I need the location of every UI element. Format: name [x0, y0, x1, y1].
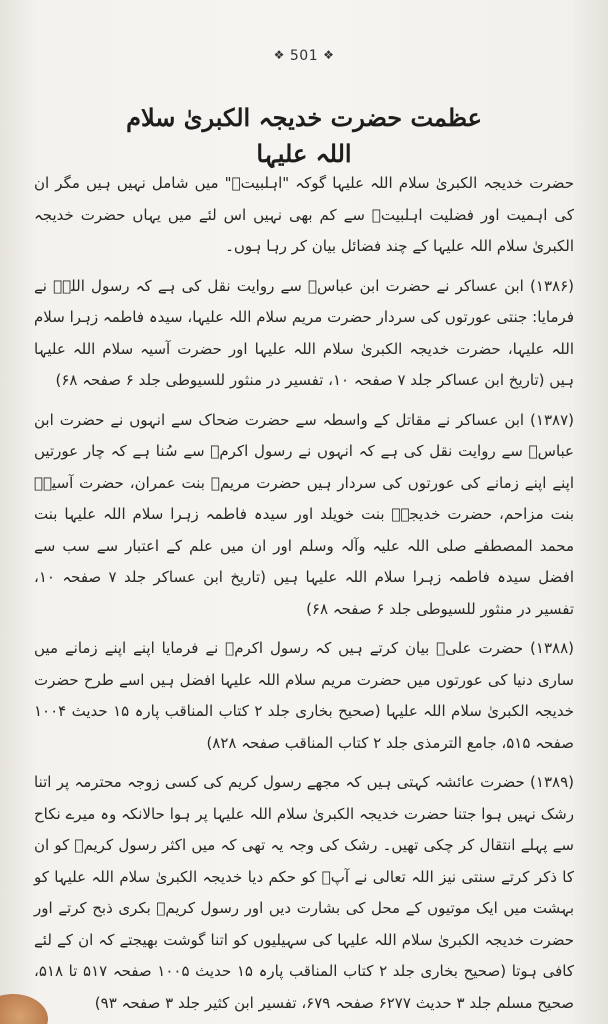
right-ornament-icon: ❖ [323, 48, 335, 62]
page-number [0, 48, 608, 64]
paragraph-1388: (۱۳۸۸) حضرت علیؑ بیان کرتے ہیں کہ رسول اکرمؐ نے فرمایا اپنے اپنے زمانے میں ساری دنیا کی عورتوں میں حضرت مریم سلام اللہ علیہا افضل ہیں اسے طرح حضرت خدیجہ الکبریٰ سلام اللہ علیہا (صحیح بخاری جلد ۲ کتاب المناقب پارہ ۱۵ حدیث ۱۰۰۴ صفحہ ۵۱۵، جامع الترمذی جلد ۲ کتاب المناقب صفحہ ۸۲۸) [34, 639, 574, 752]
page-number-text: 501 [289, 48, 319, 64]
left-ornament-icon: ❖ [273, 48, 285, 62]
body-text [34, 168, 574, 1024]
paragraph-1386: (۱۳۸۶) ابن عساکر نے حضرت ابن عباسؓ سے روایت نقل کی ہے کہ رسول اللہؐ نے فرمایا: جنتی عورتوں کی سردار حضرت مریم سلام اللہ علیہا، سیدہ فاطمہ زہرا سلام اللہ علیہا، حضرت خدیجہ الکبریٰ سلام اللہ علیہا اور حضرت آسیہ سلام اللہ علیہا ہیں (تاریخ ابن عساکر جلد ۷ صفحہ ۱۰، تفسیر در منثور للسیوطی جلد ۶ صفحہ ۶۸) [34, 276, 574, 389]
paragraph-1387: (۱۳۸۷) ابن عساکر نے مقاتل کے واسطہ سے حضرت ضحاک سے انہوں نے حضرت ابن عباسؓ سے روایت نقل کی ہے کہ انہوں نے رسول اکرمؐ سے سُنا ہے کہ چار عورتیں اپنے اپنے زمانے کی عورتوں کی سردار ہیں حضرت مریمؑ بنت عمران، حضرت آسیہؑ بنت مزاحم، حضرت خدیجہؑ بنت خویلد اور سیدہ فاطمہ زہرا سلام اللہ علیہا بنت محمد المصطفے صلی اللہ علیہ وآلہ وسلم اور ان میں علم کے اعتبار سے سب سے افضل سیدہ فاطمہ زہرا سلام اللہ علیہا ہیں (تاریخ ابن عساکر جلد ۷ صفحہ ۱۰، تفسیر در منثور للسیوطی جلد ۶ صفحہ ۶۸) [34, 410, 574, 618]
paragraph-intro: حضرت خدیجہ الکبریٰ سلام اللہ علیہا گوکہ "اہلبیتؑ" میں شامل نہیں ہیں مگر ان کی اہمیت اور فضلیت اہلبیتؑ سے کم بھی نہیں اس لئے میں یہاں حضرت خدیجہ الکبریٰ سلام اللہ علیہا کے چند فضائل بیان کر رہا ہوں۔ [34, 174, 574, 255]
chapter-title: عظمت حضرت خدیجہ الکبریٰ سلام اللہ علیہا [126, 103, 482, 168]
paragraph-1389: (۱۳۸۹) حضرت عائشہ کہتی ہیں کہ مجھے رسول کریم کی کسی زوجہ محترمہ پر اتنا رشک نہیں ہوا جتنا حضرت خدیجہ الکبریٰ سلام اللہ علیہا پر ہوا حالانکہ وہ میرے نکاح سے پہلے انتقال کر چکی تھیں۔ رشک کی وجہ یہ تھی کہ میں اکثر رسول کریمؐ کو ان کا ذکر کرتے سنتی نیز اللہ تعالی نے آپؐ کو حکم دیا خدیجہ الکبریٰ سلام اللہ علیہا کو بہشت میں ایک موتیوں کے محل کی بشارت دیں اور رسول کریمؐ بکری ذبح کرتے اور حضرت خدیجہ الکبریٰ سلام اللہ علیہا کی سہیلیوں کو اتنا گوشت بھیجتے کہ ان کے لئے کافی ہوتا (صحیح بخاری جلد ۲ کتاب المناقب پارہ ۱۵ حدیث ۱۰۰۵ صفحہ ۵۱۷ تا ۵۱۸، صحیح مسلم جلد ۳ حدیث ۶۲۷۷ صفحہ ۶۷۹، تفسیر ابن کثیر جلد ۳ صفحہ ۹۳) [34, 773, 574, 1012]
